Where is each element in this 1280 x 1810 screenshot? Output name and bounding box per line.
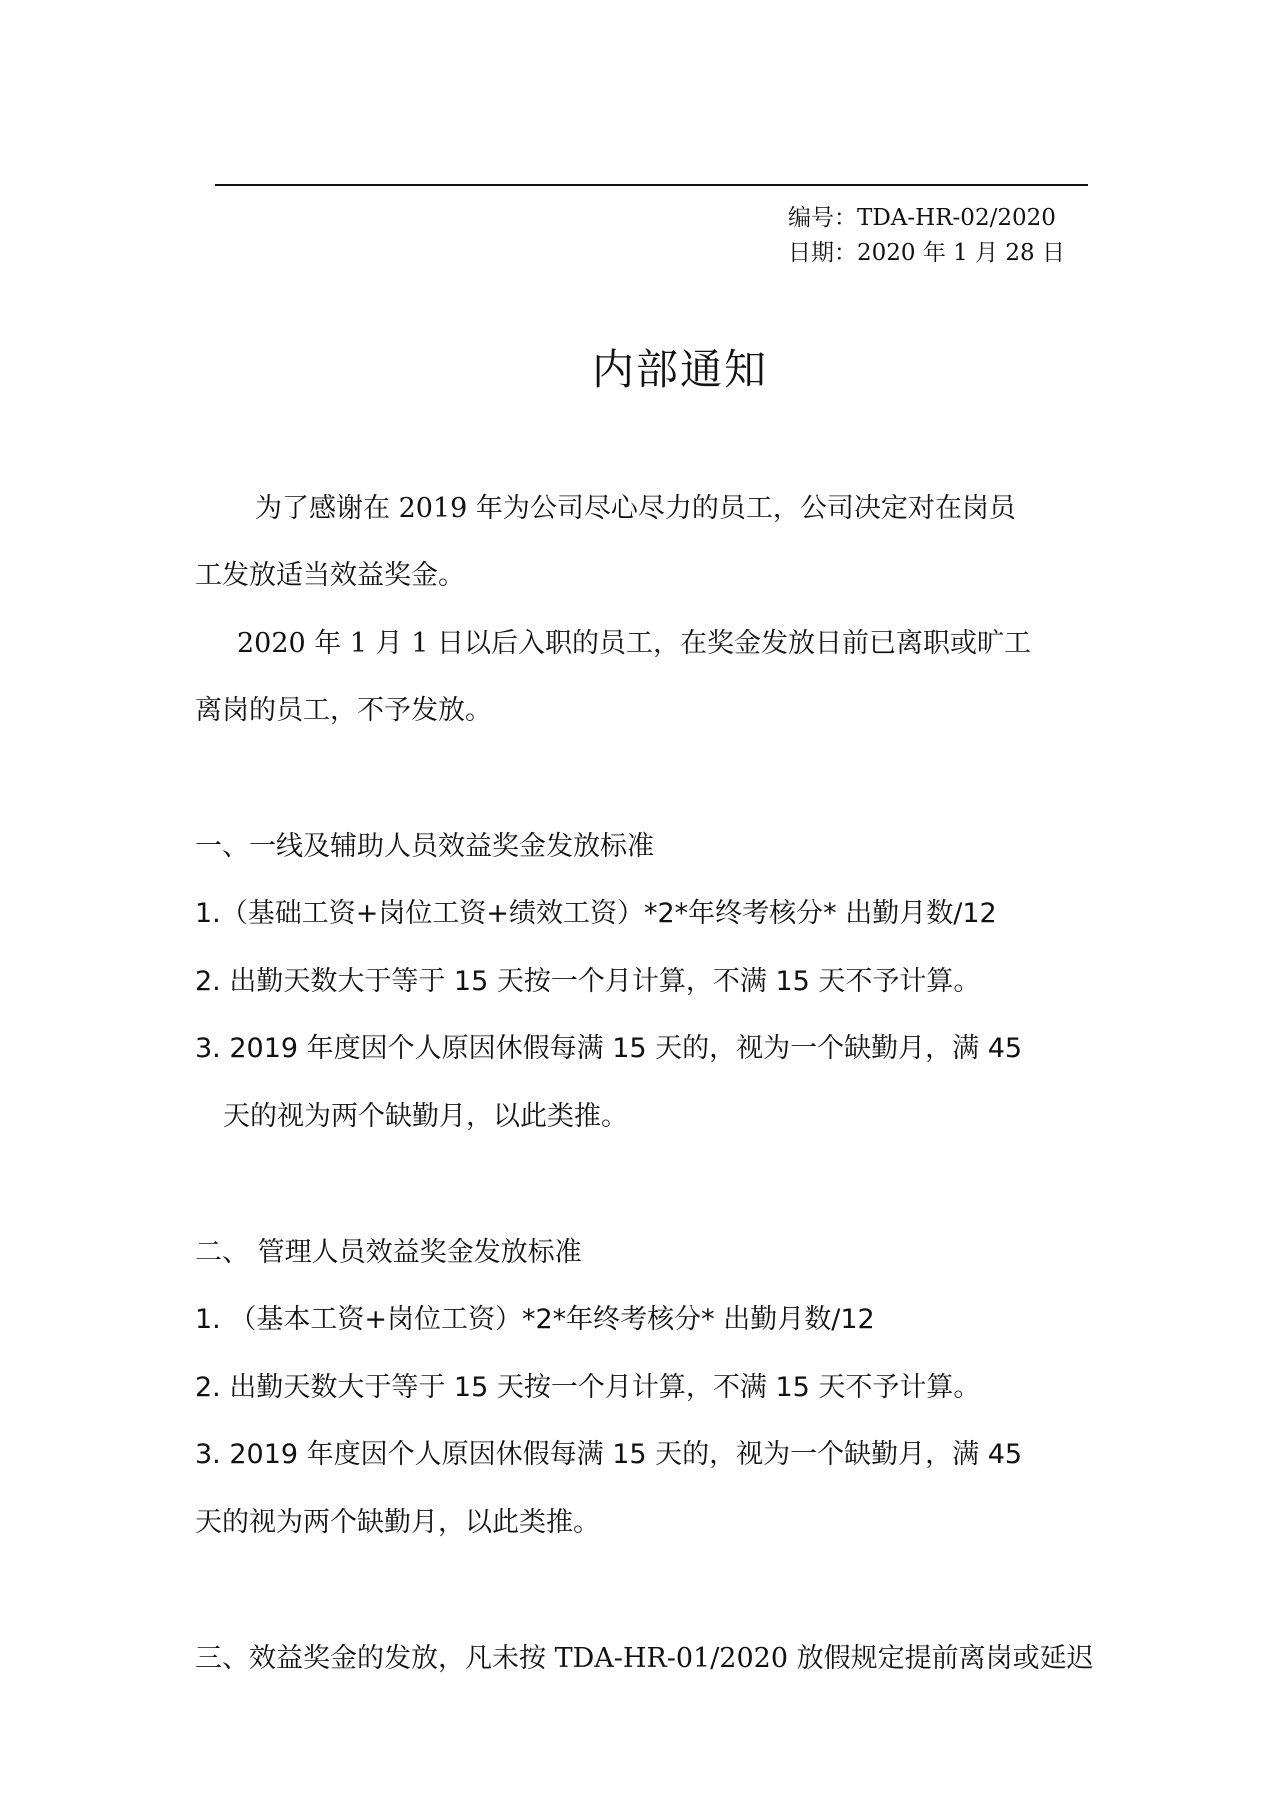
section-2-item-3-line-2: 天的视为两个缺勤月，以此类推。 (195, 1507, 600, 1538)
doc-date: 日期：2020 年 1 月 28 日 (788, 240, 1065, 266)
intro-paragraph-2-line-1: 2020 年 1 月 1 日以后入职的员工，在奖金发放日前已离职或旷工 (237, 628, 1031, 659)
section-1-item-3-line-2: 天的视为两个缺勤月，以此类推。 (223, 1101, 628, 1132)
intro-paragraph-1-line-2: 工发放适当效益奖金。 (195, 560, 465, 591)
section-3-line-1: 三、效益奖金的发放，凡未按 TDA-HR-01/2020 放假规定提前离岗或延迟 (195, 1643, 1094, 1674)
section-2-heading: 二、 管理人员效益奖金发放标准 (195, 1237, 582, 1268)
header-divider (215, 184, 1088, 186)
section-2-item-1: 1. （基本工资+岗位工资）*2*年终考核分* 出勤月数/12 (195, 1304, 875, 1335)
section-1-heading: 一、一线及辅助人员效益奖金发放标准 (195, 831, 654, 862)
section-2-item-2: 2. 出勤天数大于等于 15 天按一个月计算，不满 15 天不予计算。 (195, 1372, 981, 1403)
section-2-item-3-line-1: 3. 2019 年度因个人原因休假每满 15 天的，视为一个缺勤月，满 45 (195, 1439, 1023, 1470)
section-1-item-1: 1.（基础工资+岗位工资+绩效工资）*2*年终考核分* 出勤月数/12 (195, 898, 997, 929)
section-1-item-3-line-1: 3. 2019 年度因个人原因休假每满 15 天的，视为一个缺勤月，满 45 (195, 1033, 1023, 1064)
page-title: 内部通知 (591, 345, 768, 394)
doc-number: 编号：TDA-HR-02/2020 (788, 205, 1056, 231)
intro-paragraph-2-line-2: 离岗的员工，不予发放。 (195, 695, 492, 726)
intro-paragraph-1-line-1: 为了感谢在 2019 年为公司尽心尽力的员工，公司决定对在岗员 (255, 493, 1016, 524)
section-1-item-2: 2. 出勤天数大于等于 15 天按一个月计算，不满 15 天不予计算。 (195, 966, 981, 997)
